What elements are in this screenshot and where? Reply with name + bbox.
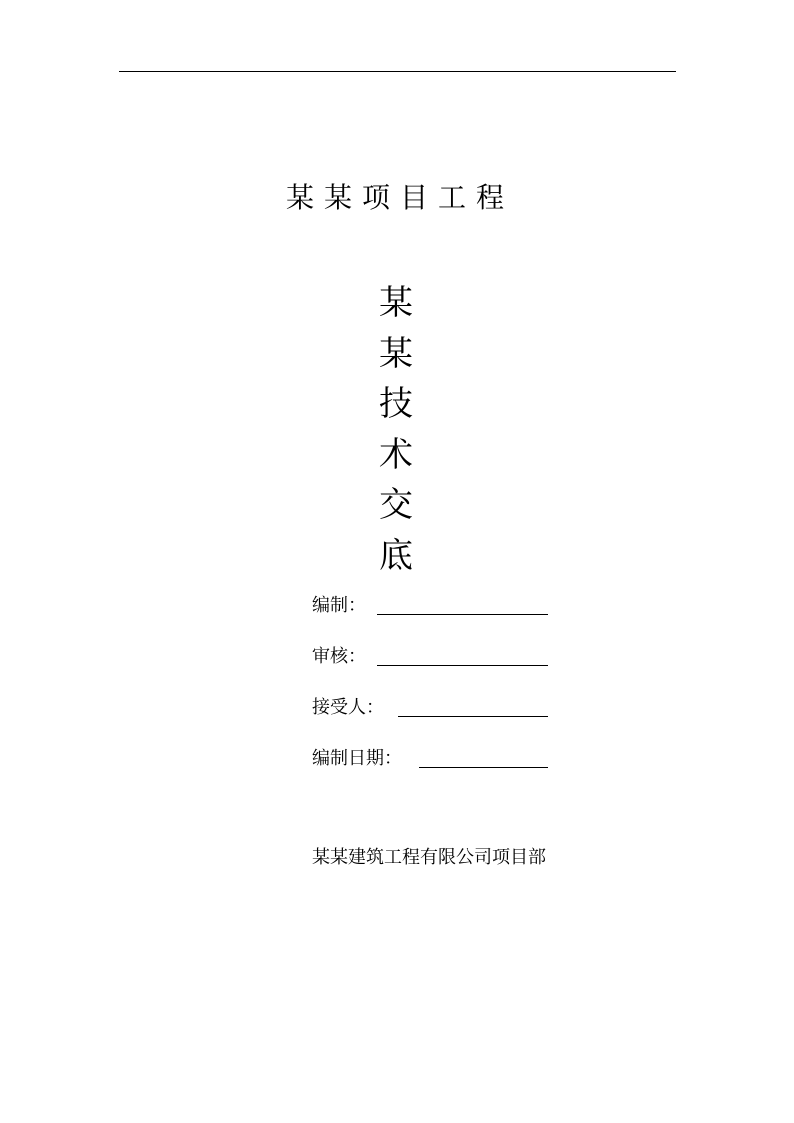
project-title: 某某项目工程	[285, 181, 514, 214]
receiver-signature-line	[398, 716, 548, 717]
receiver-row	[312, 695, 548, 721]
reviewer-label: 审核：	[312, 646, 366, 667]
compiler-row	[312, 593, 548, 619]
date-label: 编制日期：	[312, 748, 402, 769]
title-char: 交	[379, 485, 413, 525]
title-char: 某	[379, 283, 413, 323]
title-char: 术	[379, 434, 413, 475]
compiler-label: 编制：	[312, 595, 366, 616]
reviewer-row	[312, 644, 548, 670]
date-row	[312, 746, 548, 772]
title-char: 技	[379, 384, 413, 424]
document-title-vertical	[374, 278, 418, 581]
title-char: 某	[379, 333, 413, 374]
receiver-label: 接受人：	[312, 697, 384, 718]
reviewer-signature-line	[377, 665, 548, 666]
header-rule	[119, 71, 676, 72]
title-char: 底	[379, 535, 413, 576]
date-signature-line	[419, 767, 548, 768]
compiler-signature-line	[377, 614, 548, 615]
company-name: 某某建筑工程有限公司项目部	[312, 847, 546, 868]
